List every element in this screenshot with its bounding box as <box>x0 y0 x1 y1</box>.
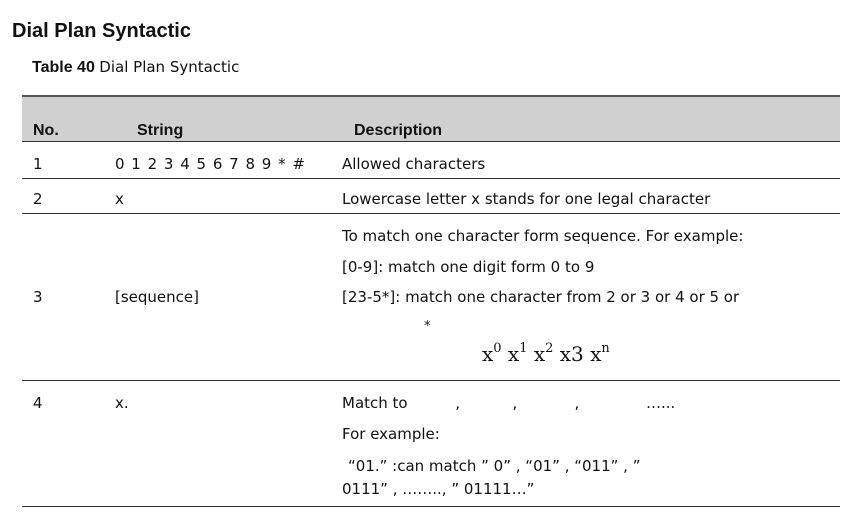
formula-term: $x^1$ <box>507 341 528 366</box>
row-2-no: 2 <box>33 190 43 208</box>
row-2-string: x <box>115 190 124 208</box>
row-divider <box>22 213 840 214</box>
header-no: No. <box>33 122 59 139</box>
row-4-no: 4 <box>33 394 43 412</box>
formula-term: $x^2$ <box>533 341 554 366</box>
formula-term: $x^0$ <box>482 341 502 366</box>
row-3-line-3: [23-5*]: match one character from 2 or 3 or 4 or 5 or <box>342 288 740 306</box>
row-3-string: [sequence] <box>115 288 199 306</box>
table-bottom-rule <box>22 506 840 507</box>
formula-term: x3 <box>559 342 584 366</box>
row-1-description: Allowed characters <box>342 155 486 173</box>
power-formula <box>482 341 610 366</box>
table-caption-number: Table 40 <box>32 59 95 76</box>
table-caption <box>32 58 239 77</box>
row-4-line-2: For example: <box>342 425 440 443</box>
row-3-no: 3 <box>33 288 43 306</box>
row-3-line-2: [0-9]: match one digit form 0 to 9 <box>342 258 595 276</box>
row-1-no: 1 <box>33 155 43 173</box>
row-4-line-4: 0111” , …….., ” 01111…” <box>342 480 535 498</box>
row-3-line-1: To match one character form sequence. For example: <box>342 227 744 245</box>
row-divider <box>22 178 840 179</box>
header-string: String <box>137 122 184 139</box>
table-header-row <box>22 97 840 142</box>
row-4-line-1: Match to , , , …... <box>342 394 676 412</box>
row-2-description: Lowercase letter x stands for one legal character <box>342 190 711 208</box>
table-caption-title: Dial Plan Syntactic <box>99 58 240 76</box>
row-4-string: x. <box>115 394 129 412</box>
row-4-line-3: “01.” :can match ” 0” , “01” , “011” , ” <box>348 457 641 475</box>
header-description: Description <box>354 122 443 139</box>
row-3-line-4: * <box>424 319 431 334</box>
section-heading: Dial Plan Syntactic <box>12 20 191 42</box>
formula-term: $x^n$ <box>590 341 610 366</box>
row-1-string: 0 1 2 3 4 5 6 7 8 9 * # <box>115 155 306 173</box>
row-divider <box>22 380 840 381</box>
